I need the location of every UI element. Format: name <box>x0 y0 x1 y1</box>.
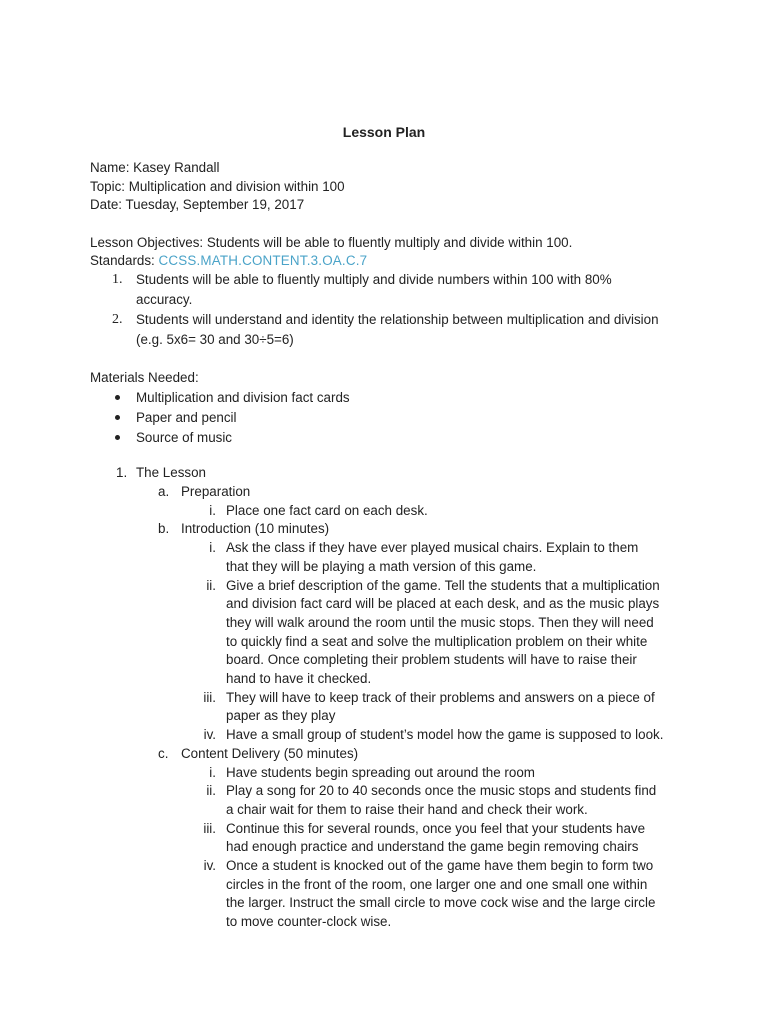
item-text: to move counter-clock wise. <box>226 914 392 930</box>
section-heading: Content Delivery (50 minutes) <box>181 745 359 761</box>
item-text: that they will be playing a math version of this game. <box>226 558 537 574</box>
name-line: Name: Kasey Randall <box>90 160 220 175</box>
topic-line: Topic: Multiplication and division within 100 <box>90 179 345 194</box>
item-text: Once a student is knocked out of the game have them begin to form two <box>226 858 654 873</box>
materials-label: Materials Needed: <box>90 370 199 385</box>
date-line: Date: Tuesday, September 19, 2017 <box>90 197 305 212</box>
item-text: board. Once completing their problem students will have to raise their <box>226 652 637 668</box>
item-text: They will have to keep track of their problems and answers on a piece of <box>226 689 655 705</box>
item-text: Continue this for several rounds, once you feel that your students have <box>226 820 646 836</box>
standards-label: Standards: <box>90 253 159 268</box>
item-text: hand to have it checked. <box>226 671 372 686</box>
item-text: they will walk around the room until the music stops. Then they will need <box>226 614 654 630</box>
lesson-number: 1. <box>116 465 128 480</box>
bullet-icon <box>115 395 120 400</box>
item-number: iii. <box>203 820 216 836</box>
objective-text: accuracy. <box>136 292 193 307</box>
material-item: Multiplication and division fact cards <box>136 390 350 405</box>
item-number: iv. <box>203 858 216 873</box>
material-item: Paper and pencil <box>136 410 237 425</box>
item-text: Play a song for 20 to 40 seconds once the music stops and students find <box>226 783 657 799</box>
item-number: ii. <box>206 577 216 593</box>
item-number: ii. <box>206 783 216 799</box>
objective-number: 1. <box>112 272 123 287</box>
bullet-icon <box>115 415 120 420</box>
item-text: had enough practice and understand the game begin removing chairs <box>226 839 639 855</box>
section-heading: Introduction (10 minutes) <box>181 521 330 537</box>
objective-number: 2. <box>112 312 123 327</box>
item-text: Have students begin spreading out around the room <box>226 764 535 780</box>
objective-text: Students will understand and identity the relationship between multiplication and division <box>136 312 659 327</box>
item-number: iv. <box>203 727 216 743</box>
item-text: Place one fact card on each desk. <box>226 502 428 518</box>
item-text: the larger. Instruct the small circle to move cock wise and the large circle <box>226 895 656 911</box>
item-text: Have a small group of student’s model how the game is supposed to look. <box>226 727 664 743</box>
section-letter: c. <box>158 745 169 761</box>
item-text: circles in the front of the room, one larger one and one small one within <box>226 876 648 892</box>
section-letter: a. <box>158 484 170 499</box>
item-number: iii. <box>203 689 216 705</box>
lesson-title: The Lesson <box>136 465 206 480</box>
item-text: to quickly find a seat and solve the multiplication problem on their white <box>226 633 648 649</box>
objectives-line: Lesson Objectives: Students will be able to fluently multiply and divide within 100. <box>90 235 573 250</box>
item-text: a chair wait for them to raise their hand and check their work. <box>226 801 588 817</box>
bullet-icon <box>115 435 120 440</box>
objective-text: Students will be able to fluently multiply and divide numbers within 100 with 80% <box>136 272 612 287</box>
standards-line <box>90 251 367 270</box>
item-number: i. <box>209 540 216 556</box>
item-text: paper as they play <box>226 708 336 724</box>
item-text: Ask the class if they have ever played musical chairs. Explain to them <box>226 540 639 556</box>
standards-link[interactable]: CCSS.MATH.CONTENT.3.OA.C.7 <box>158 253 368 268</box>
doc-title: Lesson Plan <box>342 124 426 140</box>
objective-text: (e.g. 5x6= 30 and 30÷5=6) <box>136 332 294 347</box>
item-number: i. <box>209 764 216 780</box>
item-text: and division fact card will be placed at each desk, and as the music plays <box>226 596 660 612</box>
material-item: Source of music <box>136 430 233 445</box>
section-letter: b. <box>158 521 170 537</box>
item-number: i. <box>209 502 216 518</box>
section-heading: Preparation <box>181 484 251 499</box>
item-text: Give a brief description of the game. Tell the students that a multiplication <box>226 577 660 593</box>
